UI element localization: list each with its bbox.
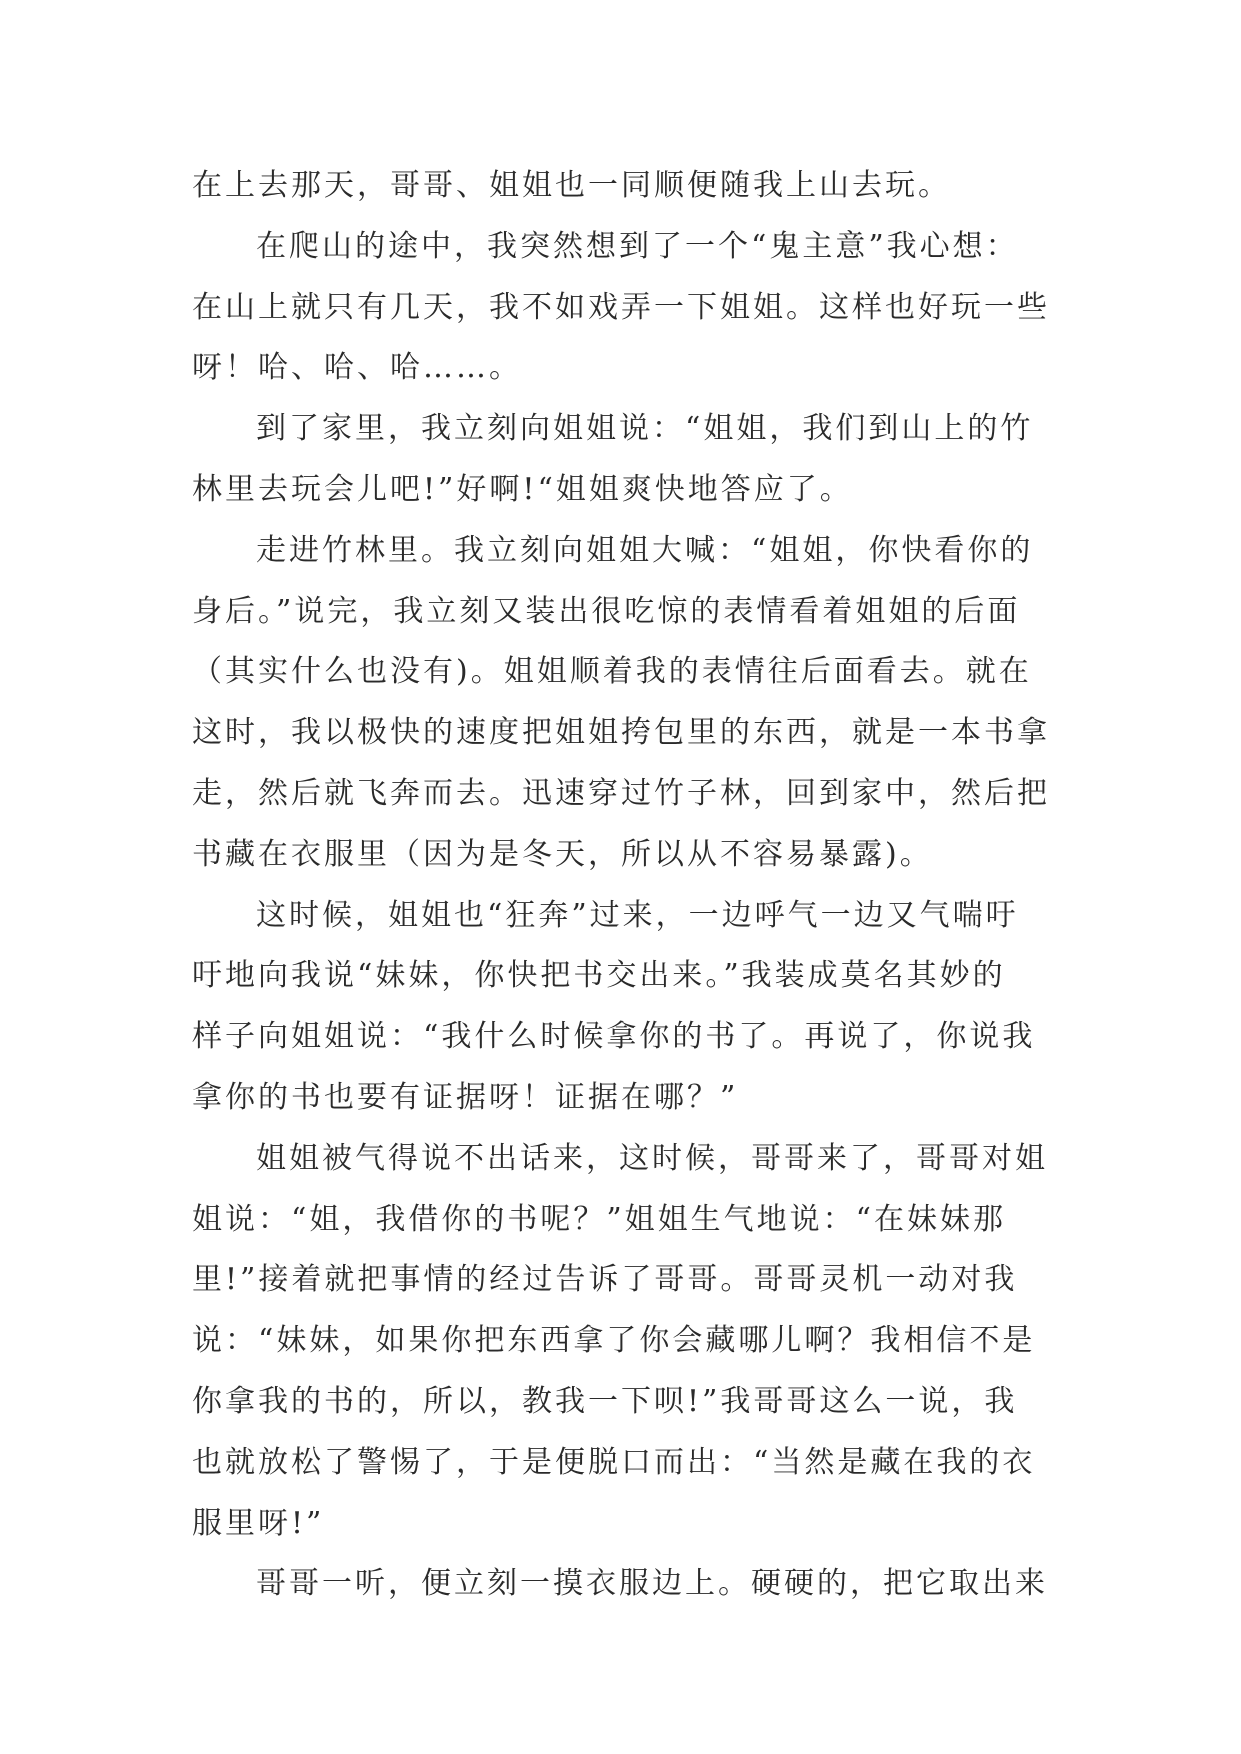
text-line: 在上去那天，哥哥、姐姐也一同顺便随我上山去玩。 [192,168,951,203]
paragraph-first-line: 这时候，姐姐也“狂奔”过来，一边呼气一边又气喘吁 [256,897,1019,933]
body-text [192,156,1062,1615]
text-line: 姐说：“姐，我借你的书呢？”姐姐生气地说：“在妹妹那 [192,1201,1007,1237]
text-line: 这时，我以极快的速度把姐姐挎包里的东西，就是一本书拿 [192,715,1050,751]
paragraph-first-line: 到了家里，我立刻向姐姐说：“姐姐，我们到山上的竹 [256,411,1034,447]
paragraph-first-line: 走进竹林里。我立刻向姐姐大喊：“姐姐，你快看你的 [256,532,1034,568]
text-line: 林里去玩会儿吧!”好啊!“姐姐爽快地答应了。 [192,471,853,507]
text-line: 吁地向我说“妹妹，你快把书交出来。”我装成莫名其妙的 [192,958,1006,994]
text-line: 样子向姐姐说：“我什么时候拿你的书了。再说了，你说我 [192,1019,1036,1055]
paragraph-first-line: 姐姐被气得说不出话来，这时候，哥哥来了，哥哥对姐 [256,1140,1048,1176]
text-line: 说：“妹妹，如果你把东西拿了你会藏哪儿啊？我相信不是 [192,1323,1036,1359]
text-line: 拿你的书也要有证据呀！证据在哪？” [192,1079,739,1115]
text-line: 你拿我的书的，所以，教我一下呗!”我哥哥这么一说，我 [192,1383,1018,1419]
text-line: 书藏在衣服里（因为是冬天，所以从不容易暴露)。 [192,836,933,872]
text-line: （其实什么也没有)。姐姐顺着我的表情往后面看去。就在 [192,654,1032,690]
text-line: 呀！哈、哈、哈……。 [192,350,522,386]
text-line: 在山上就只有几天，我不如戏弄一下姐姐。这样也好玩一些 [192,289,1050,325]
paragraph-first-line: 哥哥一听，便立刻一摸衣服边上。硬硬的，把它取出来 [256,1566,1048,1602]
text-line: 身后。”说完，我立刻又装出很吃惊的表情看着姐姐的后面 [192,593,1021,629]
paragraph-first-line: 在爬山的途中，我突然想到了一个“鬼主意”我心想： [256,228,1019,264]
text-line: 走，然后就飞奔而去。迅速穿过竹子林，回到家中，然后把 [192,775,1050,811]
text-line: 服里呀!” [192,1505,325,1541]
text-line: 里!”接着就把事情的经过告诉了哥哥。哥哥灵机一动对我 [192,1262,1018,1298]
text-line: 也就放松了警惕了，于是便脱口而出：“当然是藏在我的衣 [192,1444,1036,1480]
